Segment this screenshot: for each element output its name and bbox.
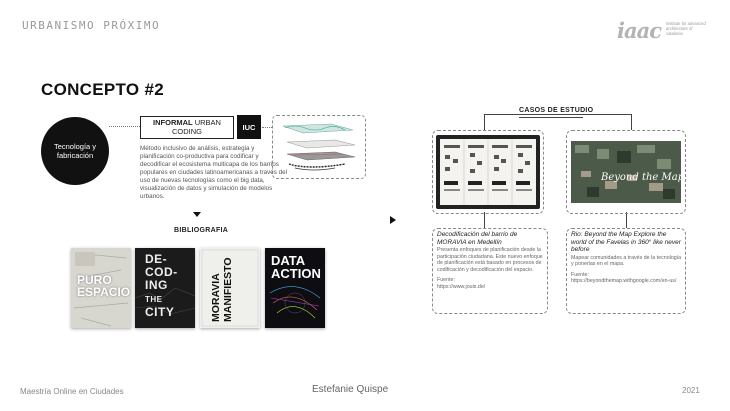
book-cover-puro-espacio	[71, 248, 131, 328]
book1-title-line2: ESPACIO	[77, 285, 131, 299]
arrow-right-icon	[390, 216, 396, 224]
arrow-down-icon	[193, 212, 201, 217]
bibliography-label: BIBLIOGRAFIA	[174, 227, 229, 234]
footer-year: 2021	[682, 386, 700, 395]
case1-body: Presenta enfoques de planificación desde la participación ciudadana. Este nuevo enfoque de planificación está basado en procesos de codificación y decodificación del espacio.	[437, 247, 543, 273]
book4-title-line1: DATA	[271, 253, 306, 268]
layers-diagram	[272, 115, 366, 179]
logo-text: institute for advanced architecture of catalonia	[666, 21, 706, 36]
footer-author: Estefanie Quispe	[312, 384, 389, 395]
book2-title	[145, 253, 178, 319]
book-cover-decoding-the-city	[135, 248, 195, 328]
case2-image-frame	[566, 130, 686, 214]
connector-line	[109, 126, 140, 127]
concept-circle	[41, 117, 109, 185]
case1-text	[437, 231, 545, 291]
concept-circle-label: Tecnología y fabricación	[53, 142, 97, 160]
layers-diagram-graphic	[273, 116, 365, 178]
concept-description: Método inclusivo de análisis, estrategia y planificación co-productiva para codificar y decodificar el ecosistema multicapa de los barrios populares en ciudades latinoamericanas a través del uso de nuevas tecnologías como el big data, visualización de datos y simulación de modelos urbanos.	[140, 145, 288, 200]
code-box-rest: URBAN CODING	[172, 118, 221, 136]
book2-title-line4: THE	[145, 295, 163, 304]
concept-heading: CONCEPTO #2	[41, 80, 164, 99]
iaac-logo	[617, 18, 706, 45]
cases-label: CASOS DE ESTUDIO	[516, 107, 596, 114]
case1-title: Decodificación del barrio de MORAVIA en Medellín	[437, 231, 518, 246]
logo-mark: iaac	[617, 18, 661, 43]
book2-title-line5: CITY	[145, 305, 175, 319]
case2-source-link[interactable]: https://beyondthemap.withgoogle.com/en-us/	[571, 278, 677, 285]
footer-program: Maestría Online en Ciudades	[20, 387, 124, 396]
connector-line	[262, 127, 272, 128]
book2-title-line1: DE-	[145, 252, 168, 266]
case1-source-label: Fuente:	[437, 277, 455, 284]
case2-title: Rio: Beyond the Map Explore the world of the Favelas in 360° like never before	[571, 231, 681, 253]
book4-title	[271, 254, 321, 280]
book-cover-data-action	[265, 248, 325, 328]
book3-title	[210, 257, 234, 322]
case1-text-box	[432, 228, 548, 314]
case2-text-box	[566, 228, 686, 314]
book3-title-line1: MORAVIA	[210, 273, 222, 322]
case2-source-label: Fuente:	[571, 271, 589, 278]
case1-image-frame	[432, 130, 544, 214]
book3-title-line2: MANIFIESTO	[222, 257, 234, 322]
case1-source-link[interactable]: https://www.jouis.de/	[437, 283, 486, 290]
book1-title	[77, 274, 130, 298]
presentation-title: URBANISMO PRÓXIMO	[22, 19, 161, 32]
book2-title-line3: ING	[145, 278, 168, 292]
case2-body: Mapear comunidades a través de la tecnología y ponerlas en el mapa.	[571, 254, 682, 268]
case2-text	[571, 231, 683, 285]
book-cover-moravia-manifiesto	[200, 248, 260, 328]
code-box-bold: INFORMAL	[153, 118, 193, 127]
book4-title-line2: ACTION	[271, 266, 321, 281]
case1-image	[433, 131, 543, 213]
book1-title-line1: PURO	[77, 273, 112, 287]
informal-urban-coding-box	[140, 116, 234, 139]
book2-title-line2: COD-	[145, 265, 178, 279]
cases-bracket	[484, 114, 632, 130]
case2-image-caption: Beyond the Map	[601, 172, 685, 183]
iuc-badge: IUC	[237, 115, 261, 139]
